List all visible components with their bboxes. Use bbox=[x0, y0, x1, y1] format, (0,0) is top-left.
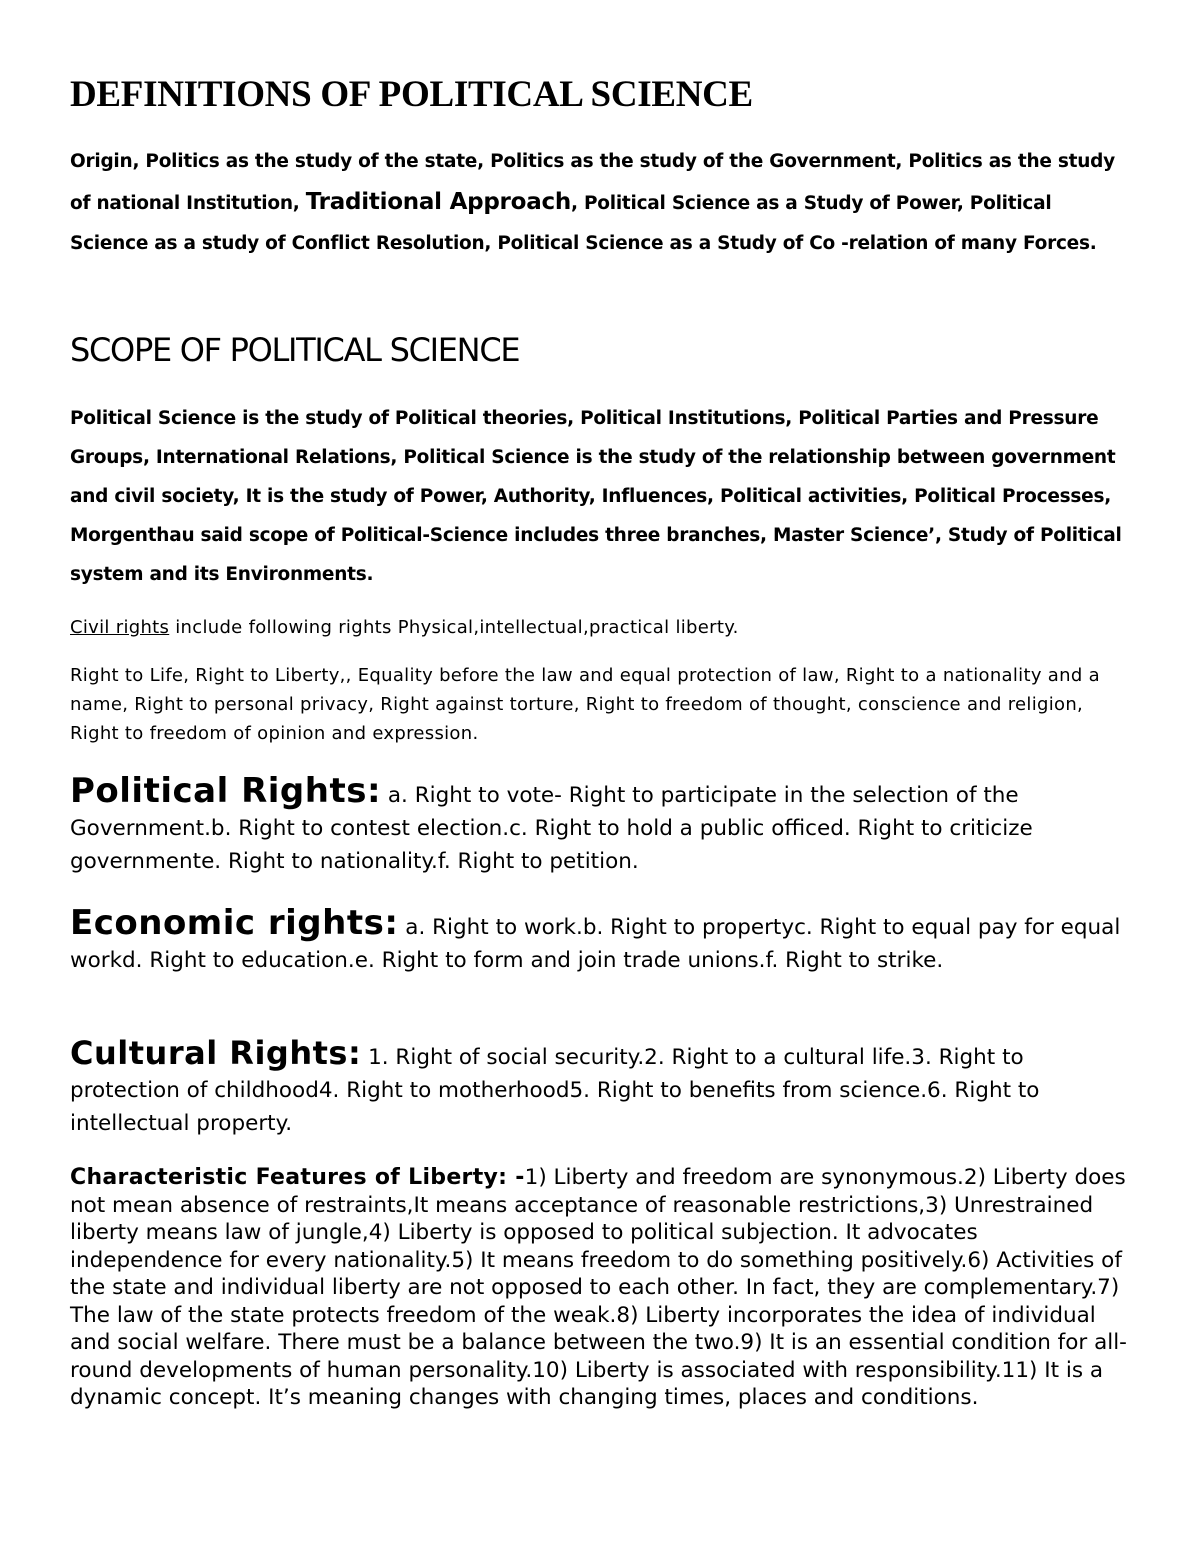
definitions-text-b: , Political Science as a Study of Power, Political Science as a study of Conflict Resolution, Political Science as a Study of Co -relation of many Forces. bbox=[70, 193, 1097, 254]
cultural-rights-text: 1. Right of social security.2. Right to a cultural life.3. Right to protection of childhood4. Right to motherhood5. Right to benefits from science.6. Right to intellectual property. bbox=[70, 1045, 1040, 1136]
definitions-text-a: Origin, Politics as the study of the state, Politics as the study of the Government, Politics as the study of national Institution, bbox=[70, 151, 1115, 214]
liberty-text: 1) Liberty and freedom are synonymous.2) Liberty does not mean absence of restraints,It means acceptance of reasonable restrictions,3) Unrestrained liberty means law of jungle,4) Liberty is opposed to political subjection. It advocates independence for every nationality.5) It means freedom to do something positively.6) Activities of the state and individual liberty are not opposed to each other. In fact, they are complementary.7) The law of the state protects freedom of the weak.8) Liberty incorporates the idea of individual and social welfare. There must be a balance between the two.9) It is an essential condition for all-round developments of human personality.10) Liberty is associated with responsibility.11) It is a dynamic concept. It’s meaning changes with changing times, places and conditions. bbox=[70, 1165, 1127, 1410]
civil-rights-text: include following rights Physical,intellectual,practical liberty. bbox=[169, 617, 739, 638]
civil-rights-link[interactable]: Civil rights bbox=[70, 617, 170, 638]
economic-rights-text: a. Right to work.b. Right to propertyc. Right to equal pay for equal workd. Right to education.e. Right to form and join trade unions.f. Right to strike. bbox=[70, 915, 1121, 973]
definitions-heading: DEFINITIONS OF POLITICAL SCIENCE bbox=[70, 74, 753, 115]
cultural-rights-section bbox=[70, 1034, 1132, 1140]
scope-heading: SCOPE OF POLITICAL SCIENCE bbox=[70, 331, 520, 369]
political-rights-heading: Political Rights: bbox=[70, 771, 382, 811]
definitions-paragraph bbox=[70, 142, 1132, 264]
liberty-section bbox=[70, 1164, 1132, 1412]
civil-rights-list: Right to Life, Right to Liberty,, Equality before the law and equal protection of law, Right to a nationality and a name, Right to personal privacy, Right against torture, Right to freedom of thought, conscience and religion, Right to freedom of opinion and expression. bbox=[70, 665, 1100, 744]
civil-rights-paragraph bbox=[70, 614, 1132, 642]
cultural-rights-heading: Cultural Rights: bbox=[70, 1034, 362, 1072]
political-rights-section bbox=[70, 771, 1132, 878]
liberty-heading: Characteristic Features of Liberty: - bbox=[70, 1165, 525, 1190]
political-rights-text: a. Right to vote- Right to participate in the selection of the Government.b. Right to contest election.c. Right to hold a public officed. Right to criticize governmente. Right to nationality.f. Right to petition. bbox=[70, 783, 1033, 874]
scope-paragraph: Political Science is the study of Political theories, Political Institutions, Political Parties and Pressure Groups, International Relations, Political Science is the study of the relationship between government and civil society, It is the study of Power, Authority, Influences, Political activities, Political Processes, Morgenthau said scope of Political-Science includes three branches, Master Science’, Study of Political system and its Environments. bbox=[70, 408, 1122, 585]
economic-rights-section bbox=[70, 903, 1132, 977]
definitions-traditional-approach: Traditional Approach bbox=[305, 189, 571, 215]
economic-rights-heading: Economic rights: bbox=[70, 903, 399, 943]
